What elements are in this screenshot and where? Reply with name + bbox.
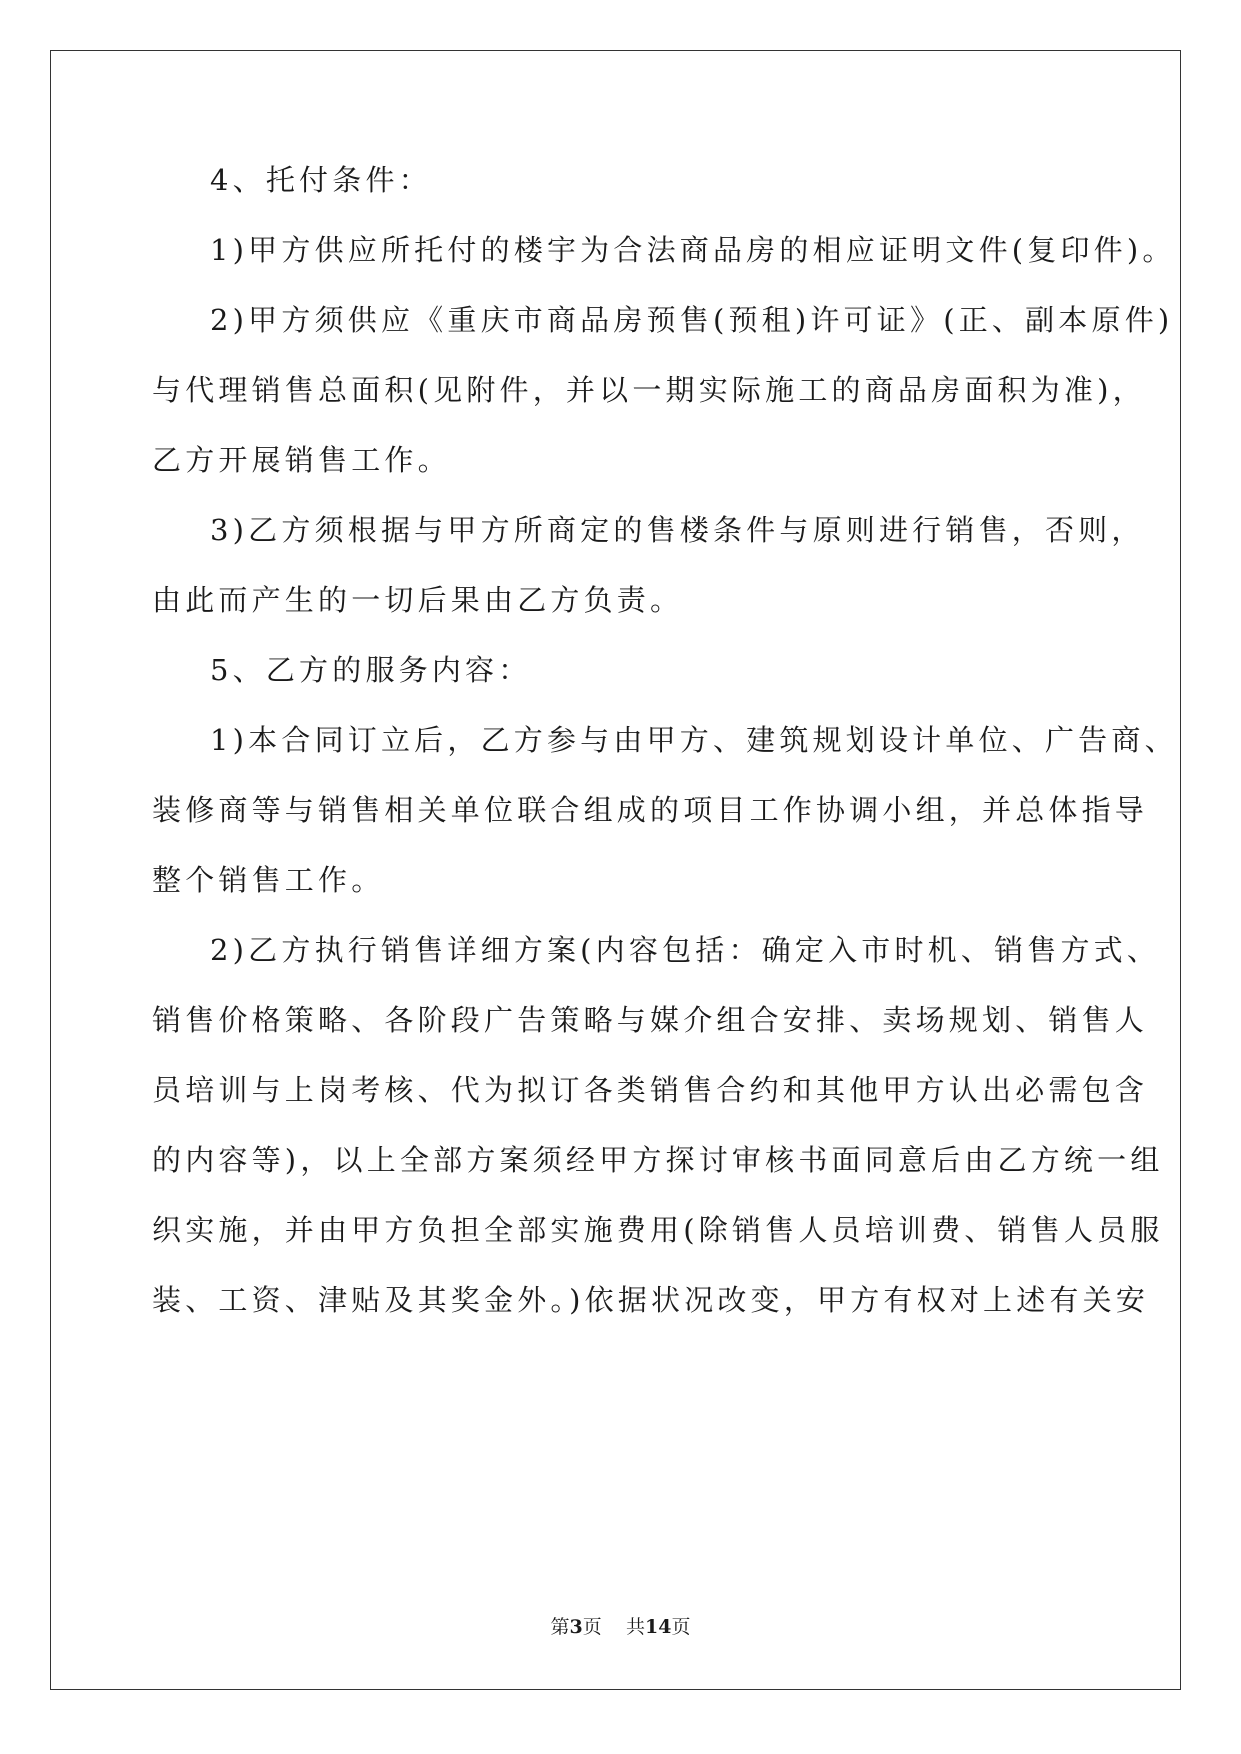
page-label-suffix: 页: [582, 1616, 602, 1638]
total-pages: 14: [644, 1616, 672, 1638]
paragraph-line: 员培训与上岗考核、代为拟订各类销售合约和其他甲方认出必需包含: [152, 1073, 1149, 1107]
paragraph-line: 乙方开展销售工作。: [152, 443, 451, 477]
total-label-prefix: 共: [625, 1616, 645, 1638]
section-heading-4: 4、托付条件：: [210, 163, 432, 197]
paragraph-line: 织实施，并由甲方负担全部实施费用(除销售人员培训费、销售人员服: [152, 1213, 1164, 1247]
paragraph-line: 的内容等)，以上全部方案须经甲方探讨审核书面同意后由乙方统一组: [152, 1143, 1164, 1177]
paragraph-line: 3)乙方须根据与甲方所商定的售楼条件与原则进行销售，否则，: [210, 513, 1145, 547]
paragraph-line: 整个销售工作。: [152, 863, 385, 897]
paragraph-line: 与代理销售总面积(见附件，并以一期实际施工的商品房面积为准)，: [152, 373, 1146, 407]
paragraph-line: 2)乙方执行销售详细方案(内容包括：确定入市时机、销售方式、: [210, 933, 1161, 967]
total-label-suffix: 页: [671, 1616, 691, 1638]
page-number: 3: [569, 1616, 583, 1638]
page-label-prefix: 第: [550, 1616, 570, 1638]
paragraph-line: 1)本合同订立后，乙方参与由甲方、建筑规划设计单位、广告商、: [210, 723, 1178, 757]
paragraph-line: 由此而产生的一切后果由乙方负责。: [152, 583, 684, 617]
section-heading-5: 5、乙方的服务内容：: [210, 653, 532, 687]
paragraph-line: 1)甲方供应所托付的楼宇为合法商品房的相应证明文件(复印件)。: [210, 233, 1176, 267]
paragraph-line: 销售价格策略、各阶段广告策略与媒介组合安排、卖场规划、销售人: [152, 1003, 1149, 1037]
page-footer: [0, 1614, 1241, 1640]
paragraph-line: 装修商等与销售相关单位联合组成的项目工作协调小组，并总体指导: [152, 793, 1149, 827]
paragraph-line: 2)甲方须供应《重庆市商品房预售(预租)许可证》(正、副本原件): [210, 303, 1174, 337]
paragraph-line: 装、工资、津贴及其奖金外。)依据状况改变，甲方有权对上述有关安: [152, 1283, 1150, 1317]
